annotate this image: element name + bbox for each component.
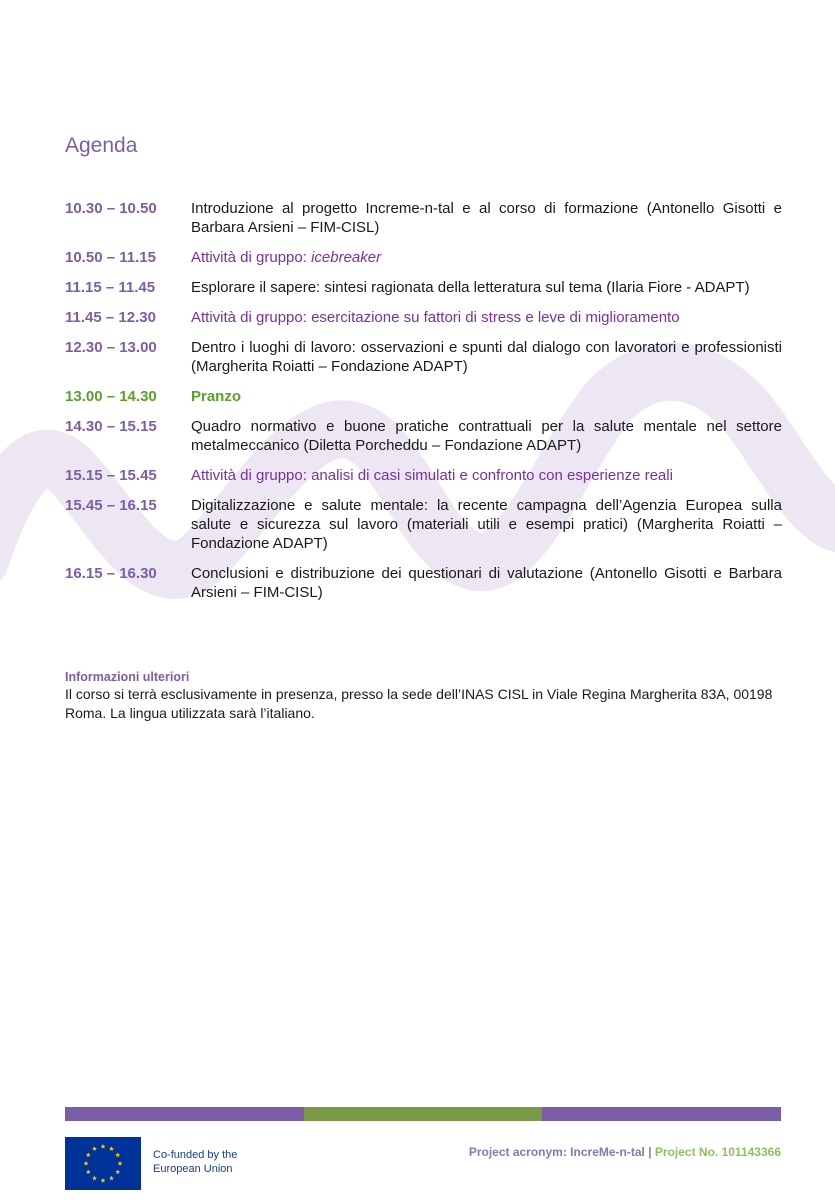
agenda-row (65, 199, 782, 237)
page-title: Agenda (65, 134, 138, 157)
agenda-time: 14.30 – 15.15 (65, 418, 157, 435)
agenda-row (65, 387, 782, 406)
eu-text-line1: Co-funded by the (153, 1149, 238, 1161)
agenda-description: Attività di gruppo: icebreaker (191, 249, 382, 266)
agenda-time: 10.30 – 10.50 (65, 200, 157, 217)
eu-star (84, 1161, 89, 1166)
eu-star (92, 1146, 97, 1151)
eu-flag-icon (65, 1137, 141, 1190)
agenda-time: 12.30 – 13.00 (65, 339, 157, 356)
agenda-time: 15.15 – 15.45 (65, 467, 157, 484)
info-body: Il corso si terrà esclusivamente in presenza, presso la sede dell’INAS CISL in Viale Regina Margherita 83A, 00198 Roma. La lingua utilizzata sarà l’italiano. (65, 686, 773, 721)
agenda-description: Conclusioni e distribuzione dei questionari di valutazione (Antonello Gisotti e Barbara Arsieni – FIM-CISL) (191, 565, 782, 601)
project-acronym: Project acronym: IncreMe-n-tal (468, 1145, 645, 1159)
eu-cofunded-text (153, 1148, 237, 1176)
agenda-time: 16.15 – 16.30 (65, 565, 157, 582)
agenda-description: Esplorare il sapere: sintesi ragionata della letteratura sul tema (Ilaria Fiore - ADAPT) (191, 279, 750, 296)
agenda-row (65, 564, 782, 602)
footer-bar-purple-left (65, 1107, 304, 1121)
eu-star (115, 1152, 120, 1157)
project-number: Project No. 101143366 (654, 1145, 781, 1159)
eu-star (86, 1169, 91, 1174)
agenda-description: Attività di gruppo: analisi di casi simulati e confronto con esperienze reali (191, 467, 673, 484)
eu-star (118, 1161, 123, 1166)
agenda-description: Digitalizzazione e salute mentale: la recente campagna dell’Agenzia Europea sulla salute e sicurezza sul lavoro (materiali utili e esempi pratici) (Margherita Roiatti – Fondazione ADAPT) (191, 497, 782, 552)
footer-bar-purple-right (542, 1107, 781, 1121)
eu-star (101, 1144, 106, 1149)
eu-text-line2: European Union (153, 1163, 233, 1175)
eu-star (86, 1152, 91, 1157)
footer-color-bar (65, 1107, 781, 1121)
agenda-time: 15.45 – 16.15 (65, 497, 157, 514)
agenda-row (65, 496, 782, 553)
agenda-time: 11.45 – 12.30 (65, 309, 156, 326)
agenda-description-italic: icebreaker (311, 249, 382, 266)
agenda-description: Attività di gruppo: esercitazione su fattori di stress e leve di miglioramento (191, 309, 680, 326)
agenda-row (65, 248, 782, 267)
eu-star (109, 1176, 114, 1181)
agenda-time: 13.00 – 14.30 (65, 388, 157, 405)
agenda-list (65, 199, 782, 613)
eu-star (115, 1169, 120, 1174)
project-separator: | (648, 1145, 652, 1159)
agenda-description: Pranzo (191, 388, 242, 405)
agenda-description: Introduzione al progetto Increme-n-tal e al corso di formazione (Antonello Gisotti e Barbara Arsieni – FIM-CISL) (191, 200, 782, 236)
agenda-row (65, 466, 782, 485)
agenda-row (65, 308, 782, 327)
eu-star (109, 1146, 114, 1151)
agenda-row (65, 278, 782, 297)
agenda-row (65, 338, 782, 376)
agenda-row (65, 417, 782, 455)
info-heading: Informazioni ulteriori (65, 670, 190, 684)
agenda-description: Dentro i luoghi di lavoro: osservazioni e spunti dal dialogo con lavoratori e professionisti (Margherita Roiatti – Fondazione ADAPT) (191, 339, 782, 375)
eu-star (92, 1176, 97, 1181)
agenda-time: 10.50 – 11.15 (65, 249, 156, 266)
info-section (65, 669, 782, 723)
project-info (469, 1145, 781, 1159)
agenda-time: 11.15 – 11.45 (65, 279, 156, 296)
eu-star (101, 1178, 106, 1183)
agenda-description: Quadro normativo e buone pratiche contrattuali per la salute mentale nel settore metalmeccanico (Diletta Porcheddu – Fondazione ADAPT) (191, 418, 782, 454)
footer-bar-green-middle (304, 1107, 543, 1121)
